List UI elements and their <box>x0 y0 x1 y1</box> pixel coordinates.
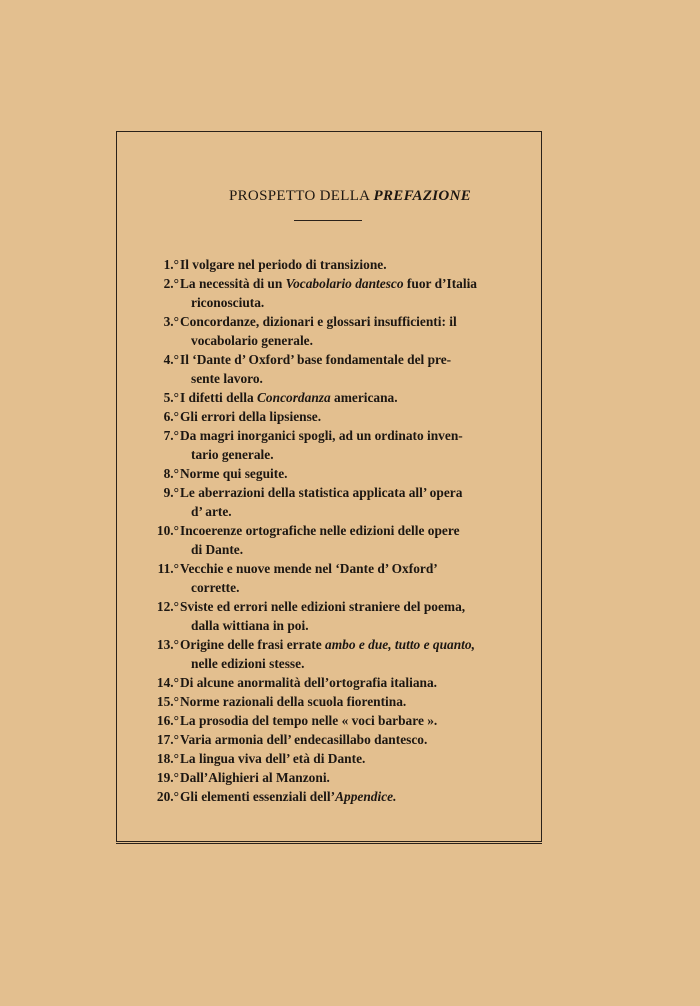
text-segment: Varia armonia dell’ endecasillabo dantesco. <box>180 732 428 747</box>
text-segment: sente lavoro. <box>191 371 263 386</box>
text-segment: Norme qui seguite. <box>180 466 288 481</box>
item-text <box>180 730 520 749</box>
item-number: 1.° <box>163 257 179 272</box>
item-number: 11.° <box>157 561 179 576</box>
item-text <box>180 350 520 388</box>
text-segment: Concordanze, dizionari e glossari insufficienti: il <box>180 314 457 329</box>
contents-item <box>140 255 520 274</box>
item-text <box>180 464 520 483</box>
text-segment: Gli errori della lipsiense. <box>180 409 322 424</box>
text-segment: di Dante. <box>191 542 244 557</box>
item-text <box>180 749 520 768</box>
contents-item <box>140 768 520 787</box>
item-number: 3.° <box>163 314 179 329</box>
item-text-line <box>180 559 520 578</box>
text-segment: Le aberrazioni della statistica applicata all’ opera <box>180 485 463 500</box>
contents-item <box>140 635 520 673</box>
contents-item <box>140 559 520 597</box>
italic-title-text: Appendice. <box>335 789 397 804</box>
page-title <box>0 188 700 205</box>
text-segment: tario generale. <box>191 447 274 462</box>
contents-item <box>140 749 520 768</box>
contents-item <box>140 692 520 711</box>
item-number: 6.° <box>163 409 179 424</box>
item-number: 20.° <box>156 789 179 804</box>
contents-item <box>140 464 520 483</box>
item-text <box>180 312 520 350</box>
item-text-continuation <box>180 293 520 312</box>
item-text-line <box>180 350 520 369</box>
contents-item <box>140 407 520 426</box>
text-segment: I difetti della <box>180 390 257 405</box>
item-text-line <box>180 426 520 445</box>
item-text-line <box>180 730 520 749</box>
item-text-line <box>180 464 520 483</box>
item-text <box>180 768 520 787</box>
contents-item <box>140 426 520 464</box>
item-text-line <box>180 635 520 654</box>
item-text <box>180 388 520 407</box>
item-number: 2.° <box>163 276 179 291</box>
item-text-line <box>180 521 520 540</box>
italic-title-text: ambo e due, tutto e quanto, <box>325 637 475 652</box>
item-text <box>180 692 520 711</box>
text-segment: americana. <box>330 390 398 405</box>
contents-item <box>140 597 520 635</box>
item-number: 12.° <box>156 599 179 614</box>
text-segment: Incoerenze ortografiche nelle edizioni delle opere <box>180 523 460 538</box>
text-segment: dalla wittiana in poi. <box>191 618 309 633</box>
item-text-line <box>180 597 520 616</box>
item-text-continuation <box>180 540 520 559</box>
item-text-line <box>180 388 520 407</box>
item-text <box>180 407 520 426</box>
italic-title-text: Concordanza <box>257 390 331 405</box>
item-text <box>180 274 520 312</box>
item-text-line <box>180 749 520 768</box>
contents-item <box>140 730 520 749</box>
item-text <box>180 673 520 692</box>
contents-item <box>140 483 520 521</box>
text-segment: riconosciuta. <box>191 295 265 310</box>
item-text <box>180 559 520 597</box>
item-number: 5.° <box>163 390 179 405</box>
item-text-continuation <box>180 616 520 635</box>
item-text-line <box>180 312 520 331</box>
item-number: 7.° <box>163 428 179 443</box>
item-number: 18.° <box>156 751 179 766</box>
text-segment: Di alcune anormalità dell’ortografia italiana. <box>180 675 437 690</box>
item-text-line <box>180 692 520 711</box>
item-text-continuation <box>180 578 520 597</box>
item-text-line <box>180 711 520 730</box>
contents-item <box>140 350 520 388</box>
item-number: 13.° <box>156 637 179 652</box>
item-number: 14.° <box>156 675 179 690</box>
text-segment: d’ arte. <box>191 504 232 519</box>
contents-item <box>140 711 520 730</box>
item-text <box>180 787 520 806</box>
text-segment: Il ‘Dante d’ Oxford’ base fondamentale del pre- <box>180 352 452 367</box>
contents-item <box>140 787 520 806</box>
text-segment: Sviste ed errori nelle edizioni straniere del poema, <box>180 599 466 614</box>
item-text-continuation <box>180 502 520 521</box>
text-segment: Origine delle frasi errate <box>180 637 326 652</box>
text-segment: corrette. <box>191 580 240 595</box>
contents-item <box>140 388 520 407</box>
item-text <box>180 426 520 464</box>
text-segment: La necessità di un <box>180 276 286 291</box>
title-underline-rule <box>294 220 362 221</box>
text-segment: La prosodia del tempo nelle « voci barbare ». <box>180 713 438 728</box>
contents-item <box>140 673 520 692</box>
item-text-continuation <box>180 369 520 388</box>
contents-item <box>140 521 520 559</box>
item-text-line <box>180 274 520 293</box>
item-text <box>180 597 520 635</box>
item-text <box>180 711 520 730</box>
item-text <box>180 635 520 673</box>
title-italic: PREFAZIONE <box>373 188 472 204</box>
item-number: 15.° <box>156 694 179 709</box>
item-text-line <box>180 483 520 502</box>
text-segment: Norme razionali della scuola fiorentina. <box>180 694 407 709</box>
item-text <box>180 521 520 559</box>
item-number: 16.° <box>156 713 179 728</box>
item-text <box>180 483 520 521</box>
text-segment: vocabolario generale. <box>191 333 313 348</box>
text-segment: Da magri inorganici spogli, ad un ordinato inven- <box>180 428 463 443</box>
text-segment: La lingua viva dell’ età di Dante. <box>180 751 366 766</box>
text-segment: Il volgare nel periodo di transizione. <box>180 257 387 272</box>
text-segment: Dall’Alighieri al Manzoni. <box>180 770 330 785</box>
contents-list <box>140 255 520 806</box>
item-number: 4.° <box>163 352 179 367</box>
item-number: 19.° <box>156 770 179 785</box>
contents-item <box>140 312 520 350</box>
item-text-continuation <box>180 331 520 350</box>
italic-title-text: Vocabolario dantesco <box>285 276 404 291</box>
item-text-continuation <box>180 654 520 673</box>
item-text-line <box>180 787 520 806</box>
item-text <box>180 255 520 274</box>
text-segment: Vecchie e nuove mende nel ‘Dante d’ Oxford’ <box>180 561 438 576</box>
item-text-line <box>180 768 520 787</box>
item-text-continuation <box>180 445 520 464</box>
text-segment: nelle edizioni stesse. <box>191 656 305 671</box>
item-text-line <box>180 407 520 426</box>
text-segment: Gli elementi essenziali dell’ <box>180 789 336 804</box>
item-text-line <box>180 255 520 274</box>
item-number: 10.° <box>156 523 179 538</box>
title-plain: PROSPETTO DELLA <box>228 188 374 204</box>
text-segment: fuor d’Italia <box>403 276 477 291</box>
item-number: 9.° <box>163 485 179 500</box>
contents-item <box>140 274 520 312</box>
item-number: 17.° <box>156 732 179 747</box>
item-number: 8.° <box>163 466 179 481</box>
item-text-line <box>180 673 520 692</box>
